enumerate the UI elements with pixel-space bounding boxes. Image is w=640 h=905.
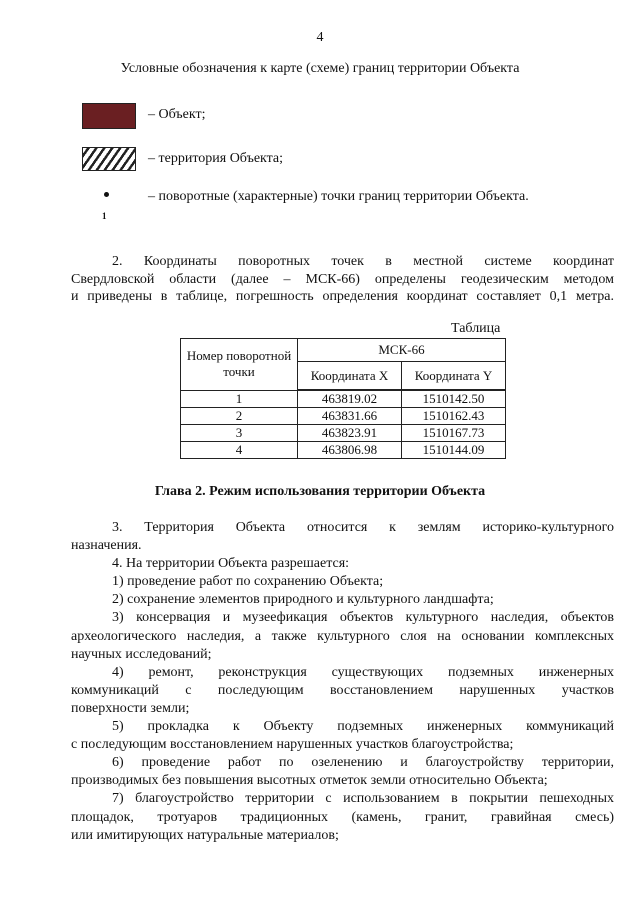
point-number-label: 1 [102, 211, 107, 221]
page-number: 4 [316, 30, 324, 45]
text-line: или имитирующих натуральные материалов; [71, 827, 339, 843]
text-line: 4. На территории Объекта разрешается: [112, 556, 350, 572]
text-line: производимых без повышения высотных отметок земли относительно Объекта; [71, 773, 548, 789]
object-swatch-icon [82, 103, 136, 129]
text-line: 1) проведение работ по сохранению Объекта; [112, 574, 384, 590]
header-point-number: Номер поворотной точки [181, 339, 298, 391]
header-coordinate-y: Координата Y [402, 362, 506, 391]
chapter-title: Глава 2. Режим использования территории Объекта [154, 484, 486, 499]
table-caption: Таблица [451, 321, 501, 336]
legend-label-object: – Объект; [148, 107, 206, 122]
table-row [181, 408, 506, 425]
table-row [181, 442, 506, 459]
text-line: 3) консервация и музеефикация объектов культурного наследия, объектов [112, 610, 614, 626]
cell-point: 1 [181, 390, 298, 408]
text-line: 4) ремонт, реконструкция существующих подземных инженерных [112, 664, 614, 680]
text-line: назначения. [71, 538, 142, 554]
text-line: 2) сохранение элементов природного и культурного ландшафта; [112, 592, 494, 608]
text-line: 5) прокладка к Объекту подземных инженерных коммуникаций [112, 719, 614, 735]
text-line: площадок, тротуаров традиционных (камень, гранит, гравийная смесь) [71, 809, 614, 825]
legend-label-points: – поворотные (характерные) точки границ территории Объекта. [148, 189, 529, 204]
header-coordinate-x: Координата X [298, 362, 402, 391]
cell-point: 4 [181, 442, 298, 459]
cell-y: 1510144.09 [402, 442, 506, 459]
table-row [181, 425, 506, 442]
text-line: археологического наследия, а также культурного слоя на основании комплексных [71, 628, 614, 644]
paragraph-coordinates [71, 253, 614, 306]
coordinates-table [180, 338, 506, 459]
header-msk66: МСК-66 [298, 339, 506, 362]
cell-x: 463806.98 [298, 442, 402, 459]
cell-x: 463831.66 [298, 408, 402, 425]
legend-label-territory: – территория Объекта; [148, 151, 284, 166]
legend-title: Условные обозначения к карте (схеме) границ территории Объекта [120, 61, 520, 76]
text-line: коммуникаций с последующим восстановлением нарушенных участков [71, 682, 614, 698]
cell-y: 1510142.50 [402, 390, 506, 408]
text-line: поверхности земли; [71, 700, 190, 716]
text-line: и приведены в таблице, погрешность определения координат составляет 0,1 метра. [71, 289, 614, 304]
hatched-territory-icon [82, 147, 136, 171]
cell-point: 3 [181, 425, 298, 442]
cell-y: 1510162.43 [402, 408, 506, 425]
cell-x: 463819.02 [298, 390, 402, 408]
text-line: 3. Территория Объекта относится к землям историко-культурного [112, 520, 614, 535]
text-line: 2. Координаты поворотных точек в местной системе координат [112, 254, 614, 269]
table-row [181, 390, 506, 408]
cell-point: 2 [181, 408, 298, 425]
cell-x: 463823.91 [298, 425, 402, 442]
text-line: 7) благоустройство территории с использованием в покрытии пешеходных [112, 791, 614, 807]
text-line: с последующим восстановлением нарушенных участков благоустройства; [71, 737, 514, 753]
chapter-body [71, 519, 614, 845]
text-line: Свердловской области (далее – МСК-66) определены геодезическим методом [71, 271, 614, 287]
text-line: 6) проведение работ по озеленению и благоустройству территории, [112, 755, 614, 771]
cell-y: 1510167.73 [402, 425, 506, 442]
turning-point-icon [104, 192, 109, 197]
text-line: научных исследований; [71, 646, 212, 662]
